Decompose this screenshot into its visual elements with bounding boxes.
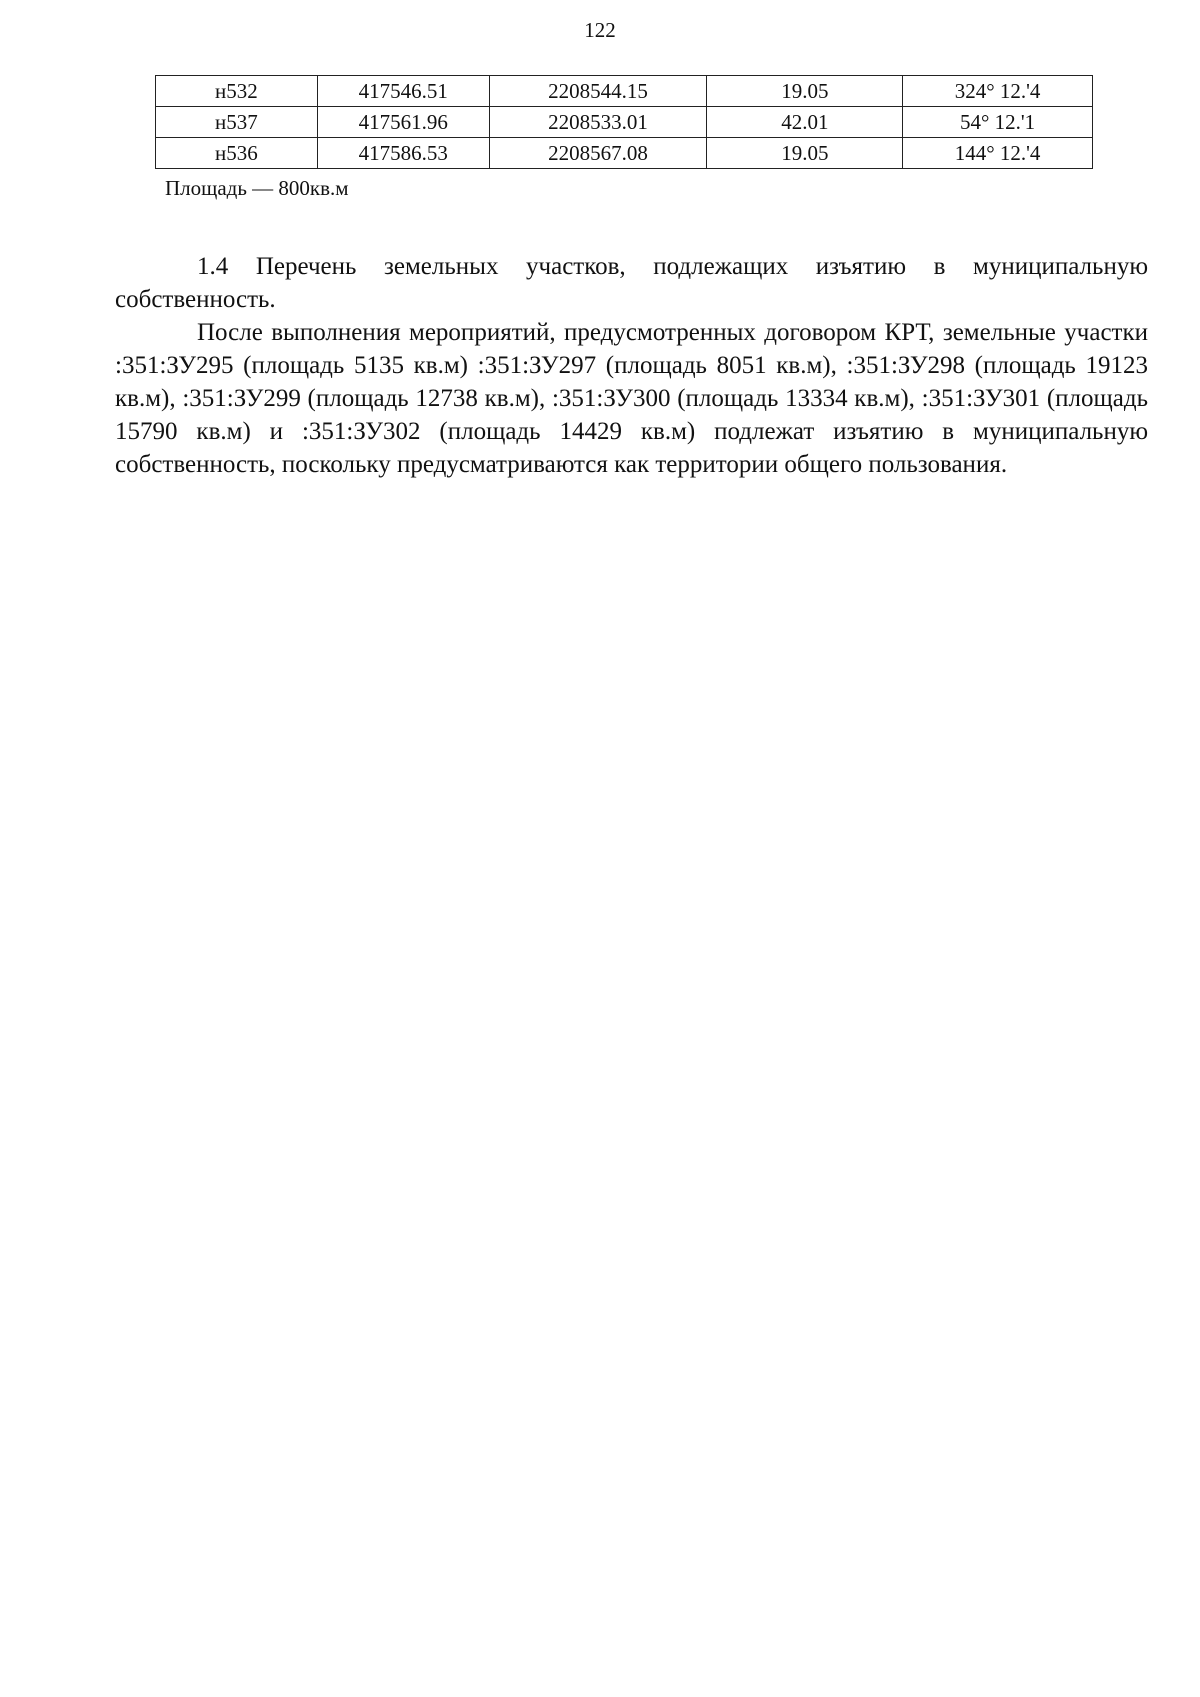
table-row	[156, 107, 1093, 138]
point-id-cell: н537	[156, 107, 318, 138]
x-coordinate-cell: 417586.53	[317, 138, 489, 169]
area-note: Площадь — 800кв.м	[165, 176, 349, 200]
table-row	[156, 76, 1093, 107]
bearing-cell: 144° 12.'4	[903, 138, 1093, 169]
point-id-cell: н536	[156, 138, 318, 169]
distance-cell: 42.01	[707, 107, 903, 138]
section-heading: 1.4 Перечень земельных участков, подлежащих изъятию в муниципальную собственность.	[115, 253, 1148, 313]
y-coordinate-cell: 2208567.08	[489, 138, 707, 169]
coordinates-table	[155, 75, 1093, 169]
bearing-cell: 54° 12.'1	[903, 107, 1093, 138]
distance-cell: 19.05	[707, 138, 903, 169]
section-body	[115, 250, 1148, 481]
y-coordinate-cell: 2208544.15	[489, 76, 707, 107]
distance-cell: 19.05	[707, 76, 903, 107]
table-row	[156, 138, 1093, 169]
point-id-cell: н532	[156, 76, 318, 107]
section-paragraph: После выполнения мероприятий, предусмотренных договором КРТ, земельные участки :351:ЗУ295 (площадь 5135 кв.м) :351:ЗУ297 (площадь 8051 кв.м), :351:ЗУ298 (площадь 19123 кв.м), :351:ЗУ299 (площадь 12738 кв.м), :351:ЗУ300 (площадь 13334 кв.м), :351:ЗУ301 (площадь 15790 кв.м) и :351:ЗУ302 (площадь 14429 кв.м) подлежат изъятию в муниципальную собственность, поскольку предусматриваются как территории общего пользования.	[115, 319, 1148, 478]
bearing-cell: 324° 12.'4	[903, 76, 1093, 107]
x-coordinate-cell: 417546.51	[317, 76, 489, 107]
page-number: 122	[584, 18, 616, 42]
x-coordinate-cell: 417561.96	[317, 107, 489, 138]
y-coordinate-cell: 2208533.01	[489, 107, 707, 138]
